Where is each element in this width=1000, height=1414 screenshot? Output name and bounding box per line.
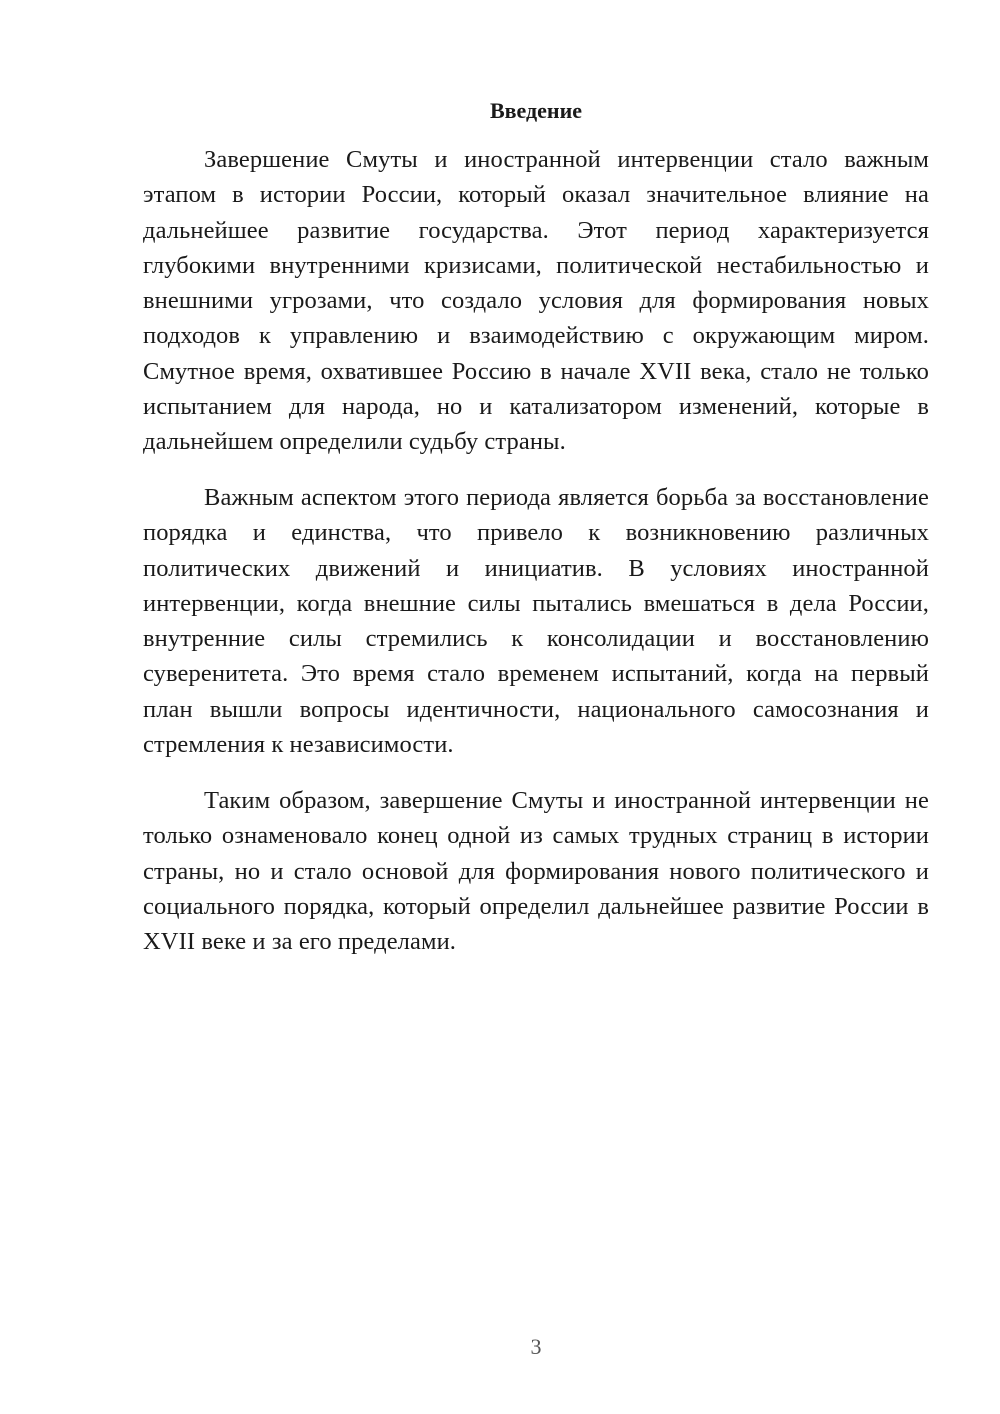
paragraph-1: Завершение Смуты и иностранной интервенции стало важным этапом в истории России, который оказал значительное влияние на дальнейшее развитие государства. Этот период характеризуется глубокими внутренними кризисами, политической нестабильностью и внешними угрозами, что создало условия для формирования новых подходов к управлению и взаимодействию с окружающим миром. Смутное время, охватившее Россию в начале XVII века, стало не только испытанием для народа, но и катализатором изменений, которые в дальнейшем определили судьбу страны. <box>143 146 929 456</box>
paragraph-3: Таким образом, завершение Смуты и иностранной интервенции не только ознаменовало конец одной из самых трудных страниц в истории страны, но и стало основой для формирования нового политического и социального порядка, который определил дальнейшее развитие России в XVII веке и за его пределами. <box>143 787 929 956</box>
page-number: 3 <box>530 1334 542 1359</box>
paragraph-2: Важным аспектом этого периода является борьба за восстановление порядка и единства, что привело к возникновению различных политических движений и инициатив. В условиях иностранной интервенции, когда внешние силы пытались вмешаться в дела России, внутренние силы стремились к консолидации и восстановлению суверенитета. Это время стало временем испытаний, когда на первый план вышли вопросы идентичности, национального самосознания и стремления к независимости. <box>143 484 929 759</box>
section-heading: Введение <box>489 98 583 123</box>
